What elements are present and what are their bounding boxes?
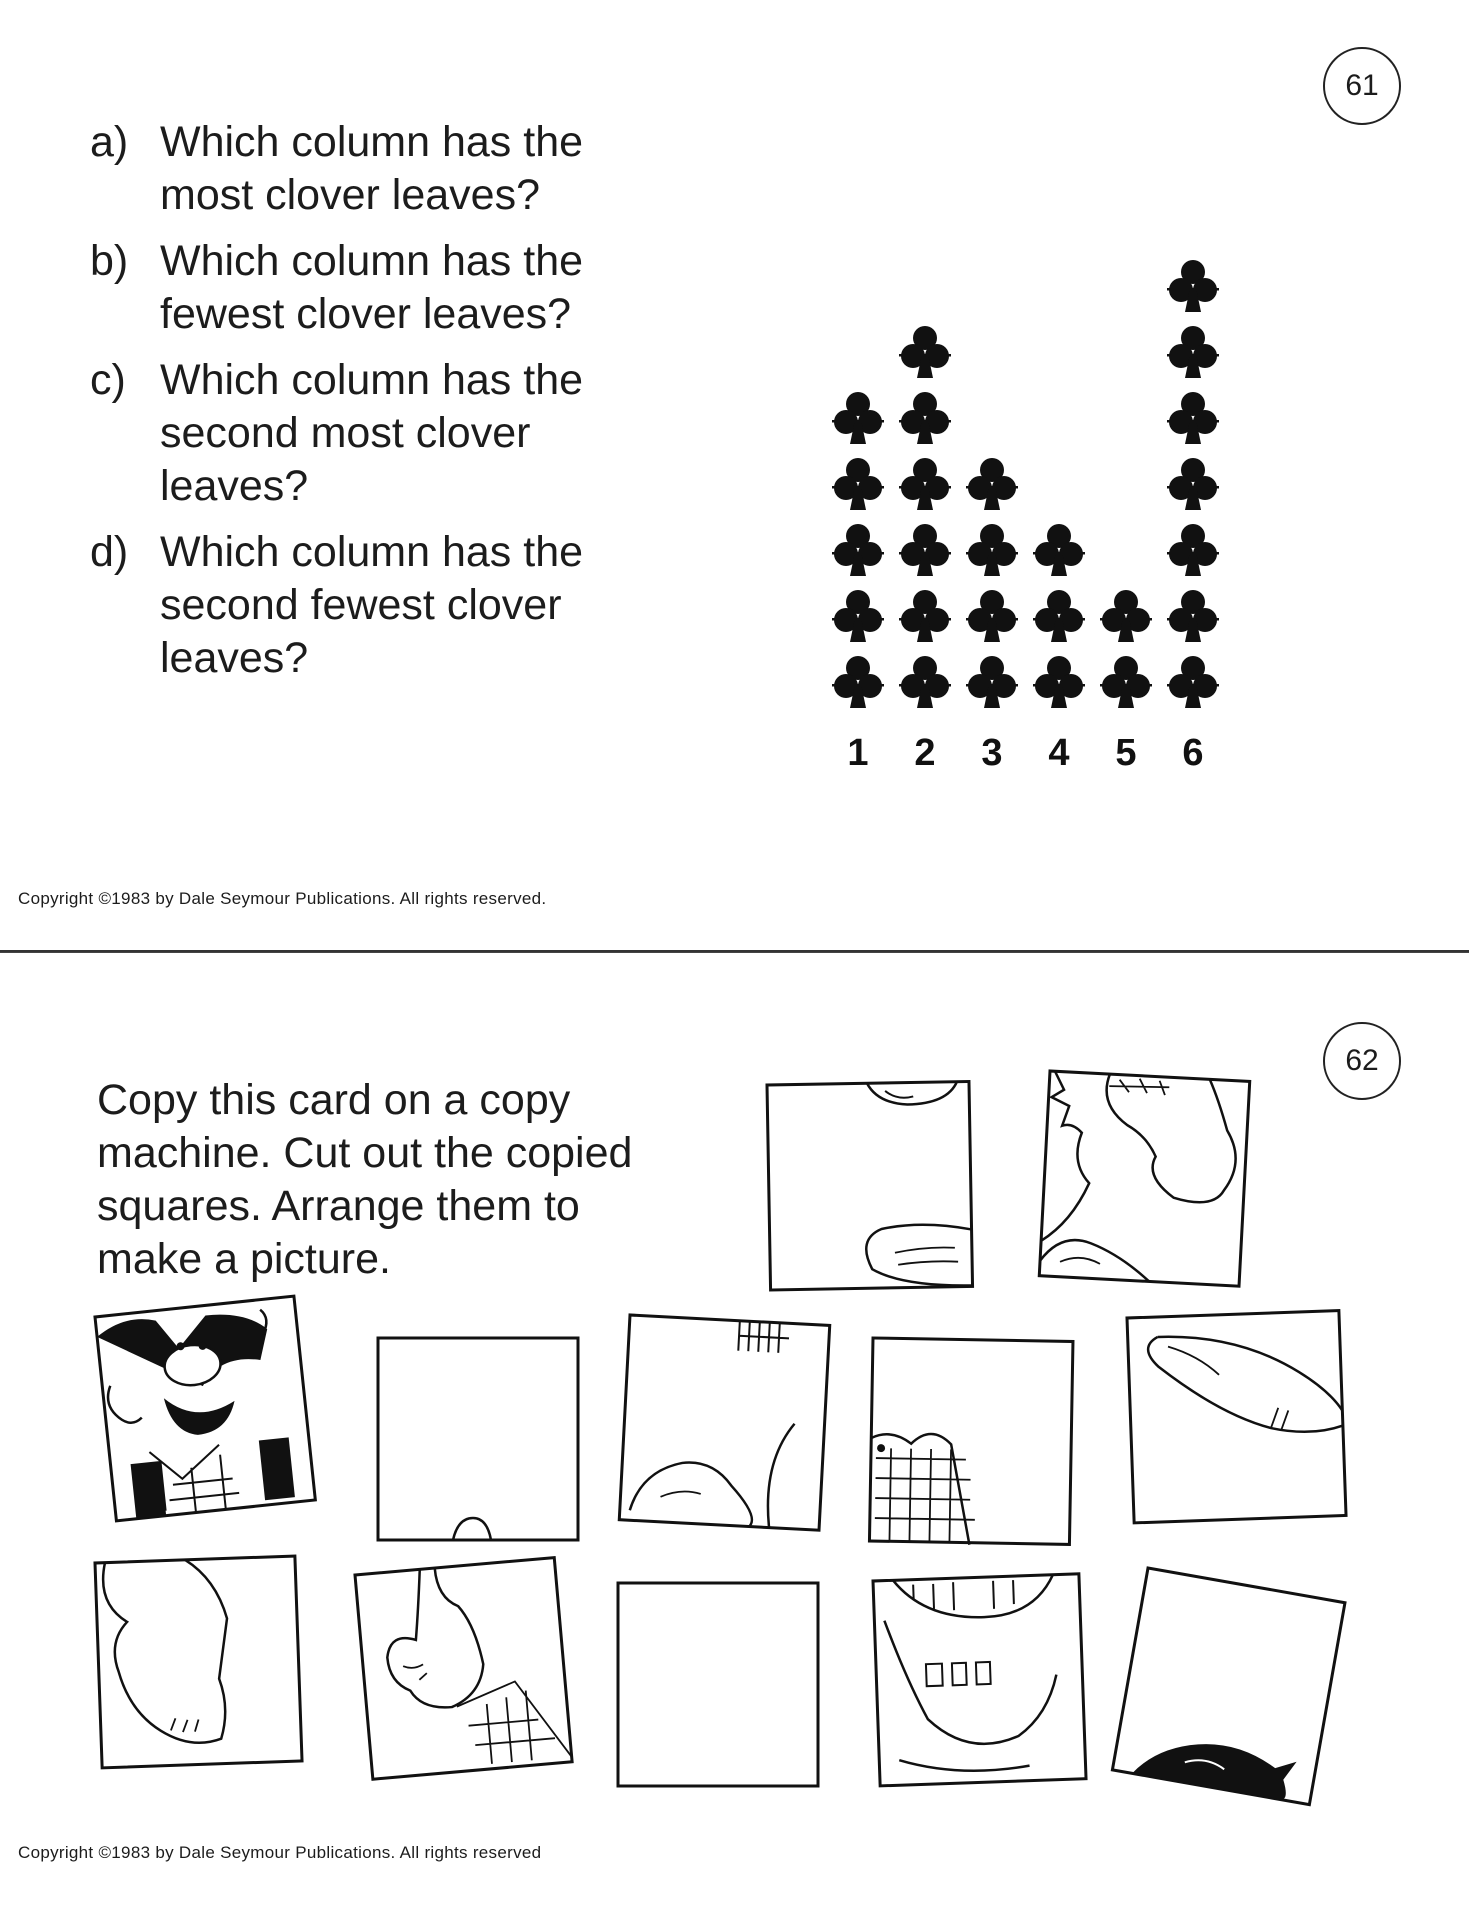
club-icon xyxy=(1033,656,1085,708)
question-letter: b) xyxy=(90,237,129,285)
club-icon xyxy=(899,458,951,510)
puzzle-piece xyxy=(619,1315,829,1530)
column-label: 1 xyxy=(847,732,869,774)
column-label: 6 xyxy=(1182,732,1204,774)
club-icon xyxy=(832,392,884,444)
club-icon xyxy=(1167,326,1219,378)
puzzle-pieces xyxy=(0,953,1469,1906)
puzzle-piece xyxy=(869,1338,1073,1546)
club-icon xyxy=(899,656,951,708)
column-label: 5 xyxy=(1115,732,1137,774)
question-letter: d) xyxy=(90,528,129,576)
club-icon xyxy=(832,458,884,510)
club-icon xyxy=(899,392,951,444)
club-icon xyxy=(1033,524,1085,576)
club-icon xyxy=(1167,458,1219,510)
column-label: 4 xyxy=(1048,732,1070,774)
card-62 xyxy=(0,952,1469,1906)
column-label: 3 xyxy=(981,732,1003,774)
puzzle-piece xyxy=(873,1574,1086,1786)
club-icon xyxy=(1167,392,1219,444)
club-icon xyxy=(966,524,1018,576)
club-icon xyxy=(1167,656,1219,708)
puzzle-piece xyxy=(355,1558,572,1780)
question-text: Which column has the most clover leaves? xyxy=(160,118,584,219)
club-icon xyxy=(966,458,1018,510)
clover-pictograph xyxy=(820,260,1240,780)
club-icon xyxy=(832,590,884,642)
puzzle-piece xyxy=(767,1081,973,1289)
club-icon xyxy=(899,590,951,642)
copyright-61: Copyright ©1983 by Dale Seymour Publications. All rights reserved. xyxy=(18,889,547,908)
puzzle-piece xyxy=(1127,1311,1346,1523)
question-letter: a) xyxy=(90,118,129,166)
club-icon xyxy=(1167,524,1219,576)
puzzle-piece xyxy=(378,1338,578,1540)
question-text: Which column has the fewest clover leaves? xyxy=(160,237,584,338)
club-icon xyxy=(832,656,884,708)
club-icon xyxy=(1033,590,1085,642)
card-number-62: 62 xyxy=(1323,1022,1401,1100)
card-61 xyxy=(0,0,1469,952)
club-icon xyxy=(899,524,951,576)
club-icon xyxy=(966,656,1018,708)
puzzle-piece xyxy=(1039,1071,1249,1286)
column-label: 2 xyxy=(914,732,936,774)
puzzle-piece xyxy=(618,1583,818,1786)
card-number-61: 61 xyxy=(1323,47,1401,125)
question-letter: c) xyxy=(90,356,126,404)
puzzle-piece xyxy=(95,1556,302,1768)
instructions-text: Copy this card on a copy machine. Cut out the copied squares. Arrange them to make a picture. xyxy=(97,1076,633,1283)
club-icon xyxy=(966,590,1018,642)
club-icon xyxy=(899,326,951,378)
club-icon xyxy=(832,524,884,576)
question-text: Which column has the second fewest clover leaves? xyxy=(160,528,584,682)
question-text: Which column has the second most clover leaves? xyxy=(160,356,584,510)
puzzle-piece xyxy=(1112,1568,1345,1805)
club-icon xyxy=(1100,656,1152,708)
copyright-62: Copyright ©1983 by Dale Seymour Publications. All rights reserved xyxy=(18,1843,542,1862)
club-icon xyxy=(1167,260,1219,312)
puzzle-piece xyxy=(95,1296,315,1521)
club-icon xyxy=(1167,590,1219,642)
club-icon xyxy=(1100,590,1152,642)
